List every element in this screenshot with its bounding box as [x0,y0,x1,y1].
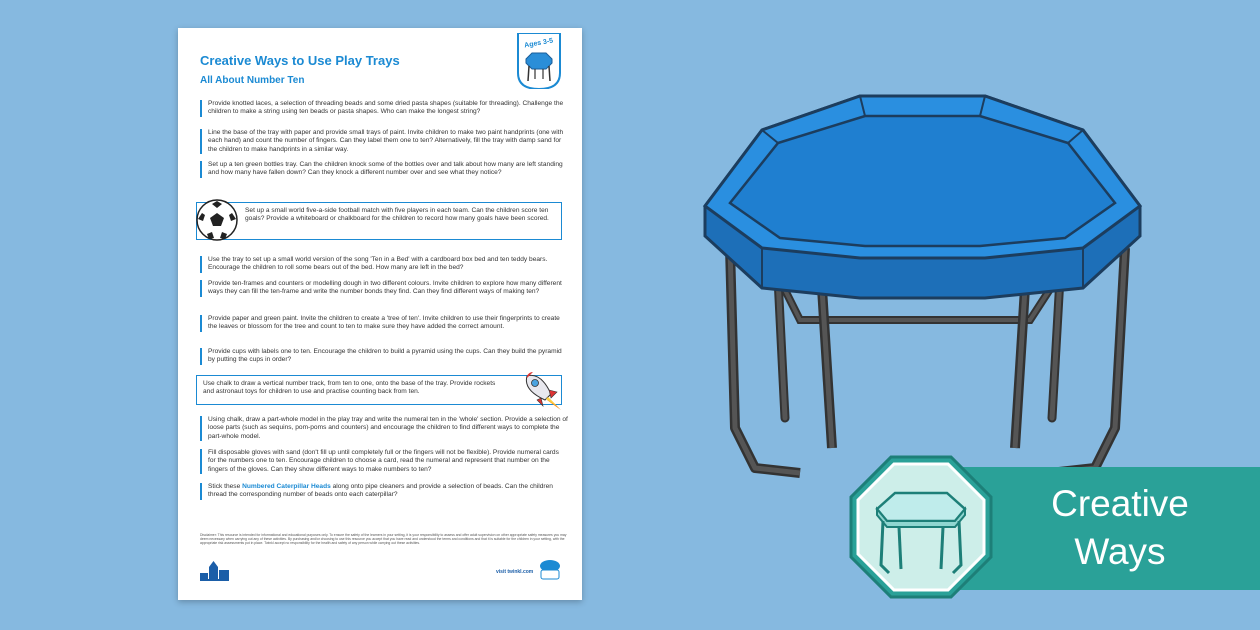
twinkl-logo-icon [200,559,230,581]
tray-illustration [700,88,1145,488]
activity-paragraph-3: Set up a ten green bottles tray. Can the children knock some of the bottles over and talk about how many are left standing and how many have fallen down? Can they knock a different number over and see what they notice? [200,161,568,178]
football-activity-text: Set up a small world five-a-side football match with five players in each team. Can the children score ten goals? Provide a whiteboard or chalkboard for the children to record how many goals have been scored. [245,207,549,223]
activity-paragraph-2: Line the base of the tray with paper and provide small trays of paint. Invite children to make two paint handprints (one with each hand) and count the number of fingers. Can they label them one to ten? Alternatively, fill the tray with damp sand for the children to make handprints in a similar way. [200,129,568,154]
footer-url[interactable]: visit twinkl.com [496,569,534,575]
banner-title [1010,480,1230,576]
caterpillar-heads-link[interactable]: Numbered Caterpillar Heads [242,483,331,490]
activity-paragraph-6: Provide paper and green paint. Invite the children to create a 'tree of ten'. Invite children to use their fingerprints to create the leaves or blossom for the tree and count to ten to make sure they have added the correct amount. [200,315,568,332]
last-paragraph-end: along onto pipe cleaners and provide a selection of beads. Can the children thread the corresponding number of beads onto each caterpillar? [208,483,553,499]
football-icon [194,197,240,243]
activity-paragraph-8: Using chalk, draw a part-whole model in the play tray and write the numeral ten in the 'whole' section. Provide a selection of loose parts (such as sequins, pom-poms and counters) and encourage the children to find different ways to complete the part-whole model. [200,416,568,441]
rocket-activity-text: Use chalk to draw a vertical number track, from ten to one, onto the base of the tray. Provide rockets and astronaut toys for children to use and practise counting back from ten. [203,380,496,396]
document-title: Creative Ways to Use Play Trays [200,53,400,68]
rocket-icon [519,368,563,412]
rocket-activity-box [196,375,562,405]
activity-sheet [178,28,582,600]
last-paragraph-start: Stick these [208,483,243,490]
activity-paragraph-4: Use the tray to set up a small world version of the song 'Ten in a Bed' with a cardboard box bed and ten teddy bears. Encourage the children to roll some bears out of the bed. How many are left in the bed? [200,256,568,273]
activity-paragraph-10 [200,483,568,500]
activity-paragraph-5: Provide ten-frames and counters or modelling dough in two different colours. Invite children to explore how many different ways they can fill the ten-frame and write the number bonds they find. Can they find different ways of making ten? [200,280,568,297]
tray-badge-icon [516,33,562,89]
football-activity-box [196,202,562,240]
document-subtitle: All About Number Ten [200,75,305,86]
activity-paragraph-1: Provide knotted laces, a selection of threading beads and some dried pasta shapes (suitable for threading). Challenge the children to make a string using ten beads or pasta shapes. Who can make the longest string? [200,100,568,117]
activity-paragraph-7: Provide cups with labels one to ten. Encourage the children to build a pyramid using the cups. Can they build the pyramid by putting the cups in order? [200,348,568,365]
banner-line-2: Ways [1074,531,1166,572]
quality-badge-icon [538,558,562,582]
disclaimer-text: Disclaimer: This resource is intended for informational and educational purposes only. To ensure the safety of the learners in your setting, it is your responsibility to assess and offer adult supervision on other appropriate safety measures you may deem necessary when carrying out any of these activities. By purchasing and/or choosing to use this resource you accept that you have read and understood the terms and conditions and that it is suitable for the children in your setting, with the appropriate risk assessments put in place. Twinkl accept no responsibility for the health and safety of any person while carrying out these activities. [200,533,567,546]
badge-age-text: Ages 3-5 [523,37,554,50]
tray-octagon-icon [847,453,995,601]
banner-line-1: Creative [1051,483,1189,524]
activity-paragraph-9: Fill disposable gloves with sand (don't fill up until completely full or the fingers will not be flexible). Provide numeral cards for the numbers one to ten. Encourage children to choose a card, read the numeral and represent that number on the fingers of the gloves. Can they show different ways to make numbers to ten? [200,449,568,474]
